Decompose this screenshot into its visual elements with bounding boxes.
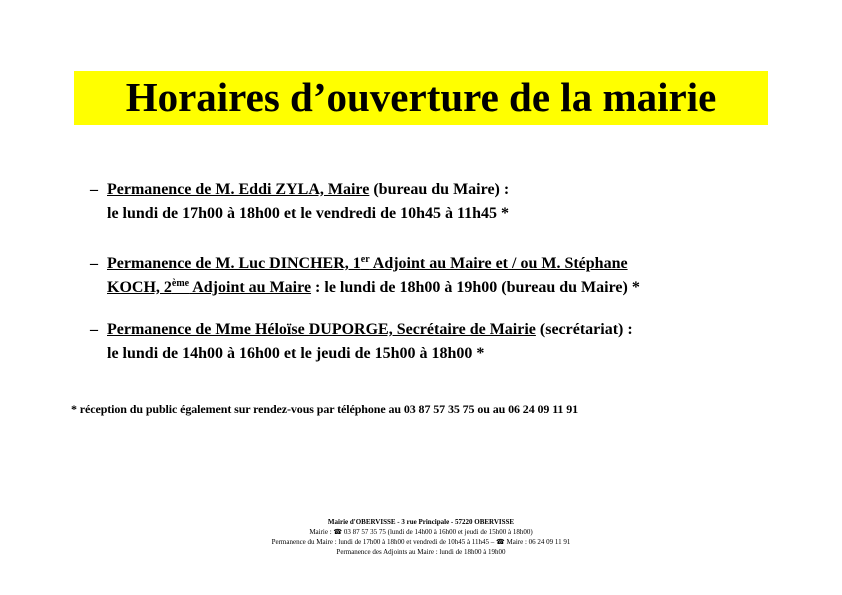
- permanence-title: Permanence de M. Luc DINCHER, 1er Adjoint au Maire et / ou M. Stéphane: [107, 254, 628, 272]
- permanence-title: Permanence de Mme Héloïse DUPORGE, Secrétaire de Mairie: [107, 321, 536, 338]
- list-dash: –: [90, 321, 98, 338]
- footer-phone: Mairie : ☎ 03 87 57 35 75 (lundi de 14h00 à 16h00 et jeudi de 15h00 à 18h00): [309, 528, 533, 536]
- permanence-hours: le lundi de 14h00 à 16h00 et le jeudi de 15h00 à 18h00 *: [107, 345, 485, 362]
- appointment-note: * réception du public également sur rendez-vous par téléphone au 03 87 57 35 75 ou au 06 24 09 11 91: [71, 402, 579, 416]
- permanence-hours: le lundi de 17h00 à 18h00 et le vendredi de 10h45 à 11h45 *: [107, 205, 509, 222]
- list-item-maire: [90, 178, 770, 226]
- list-dash: –: [90, 181, 98, 198]
- list-dash: –: [90, 255, 98, 272]
- permanence-title: Permanence de M. Eddi ZYLA, Maire: [107, 181, 370, 198]
- permanence-location: (secrétariat) :: [535, 321, 633, 338]
- permanence-title-cont: KOCH, 2ème Adjoint au Maire: [107, 278, 312, 296]
- title-banner: [74, 71, 768, 125]
- footer-address: Mairie d'OBERVISSE - 3 rue Principale - 57220 OBERVISSE: [327, 518, 515, 526]
- footer-maire-hours: Permanence du Maire : lundi de 17h00 à 18h00 et vendredi de 10h45 à 11h45 – ☎ Maire : 06 24 09 11 91: [271, 538, 571, 546]
- permanence-hours: : le lundi de 18h00 à 19h00 (bureau du Maire) *: [311, 279, 640, 296]
- list-item-secretaire: [90, 318, 770, 366]
- footer-adjoints-hours: Permanence des Adjoints au Maire : lundi de 18h00 à 19h00: [336, 548, 506, 556]
- list-item-adjoints: [90, 252, 770, 300]
- permanence-location: (bureau du Maire) :: [369, 181, 510, 198]
- page-title: Horaires d’ouverture de la mairie: [125, 74, 717, 120]
- footer: [0, 517, 842, 557]
